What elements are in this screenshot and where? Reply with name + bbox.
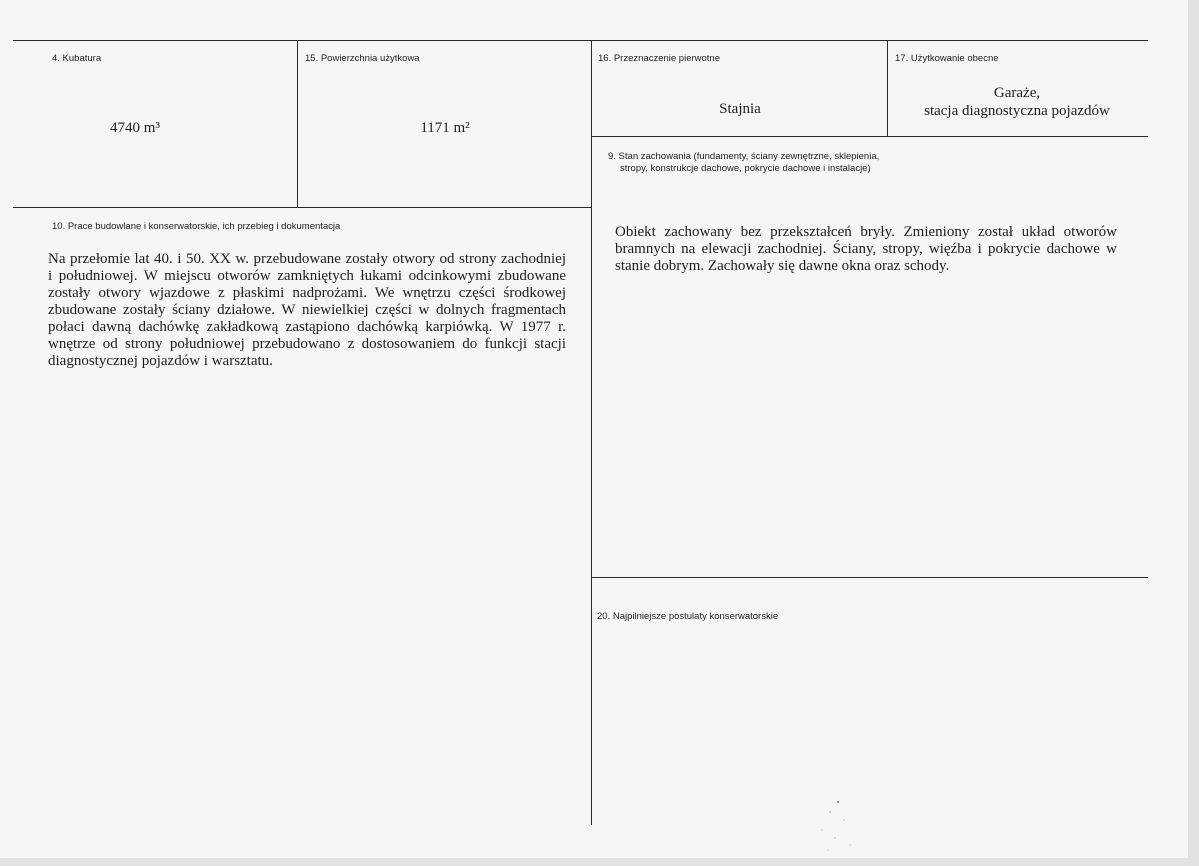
stan-line: bramnych na elewacji zachodniej. Ściany, stropy, więźba i pokrycie dachowe w [615,241,1117,257]
uzytkowanie-value-line2: stacja diagnostyczna pojazdów [924,103,1110,119]
divider-uzytkowanie [887,40,888,137]
prace-line: połaci dawną dachówkę zakładkową zastąpiono dachówką karpiówką. W 1977 r. [48,319,566,335]
prace-line: diagnostycznej pojazdów i warsztatu. [48,353,273,369]
prace-line: Na przełomie lat 40. i 50. XX w. przebudowane zostały otwory od strony zachodniej [48,251,566,267]
przeznaczenie-label: 16. Przeznaczenie pierwotne [598,53,720,64]
form-top-border [13,40,1148,41]
section-divider-right [592,577,1148,578]
stan-label-line1: 9. Stan zachowania (fundamenty, ściany zewnętrzne, sklepienia, [608,151,880,162]
uzytkowanie-label: 17. Użytkowanie obecne [895,53,999,64]
stan-text [615,224,1117,275]
scan-edge-bottom [0,858,1199,866]
row1-bottom-left [13,207,591,208]
postulaty-label: 20. Najpilniejsze postulaty konserwatorskie [597,611,779,622]
kubatura-label: 4. Kubatura [52,53,102,64]
powierzchnia-value: 1171 m² [420,120,470,136]
prace-label: 10. Prace budowlane i konserwatorskie, ich przebieg i dokumentacja [52,221,341,232]
prace-line: i południowej. W miejscu otworów zamkniętych łukami odcinkowymi zbudowane [48,268,566,284]
prace-text [48,251,566,370]
uzytkowanie-value-line1: Garaże, [993,85,1041,101]
stan-label-line2: stropy, konstrukcje dachowe, pokrycie dachowe i instalacje) [620,163,871,174]
przeznaczenie-value: Stajnia [719,101,761,117]
powierzchnia-label: 15. Powierzchnia użytkowa [305,53,420,64]
divider-kubatura [297,40,298,208]
scan-noise [800,790,880,860]
prace-line: wnętrze od strony południowej przebudowano z dostosowaniem do funkcji stacji [48,336,566,352]
stan-line: Obiekt zachowany bez przekształceń bryły. Zmieniony został układ otworów [615,224,1117,240]
prace-line: zostały otwory wjazdowe z płaskimi nadprożami. We wnętrzu części środkowej [48,285,566,301]
scan-edge-right [1188,0,1199,866]
row1-bottom-right [592,136,1148,137]
stan-line: stanie dobrym. Zachowały się dawne okna oraz schody. [615,258,950,274]
kubatura-value: 4740 m³ [110,120,160,136]
divider-center [591,40,592,825]
prace-line: zbudowane zostały ściany działowe. W niewielkiej części w dolnych fragmentach [48,302,566,318]
